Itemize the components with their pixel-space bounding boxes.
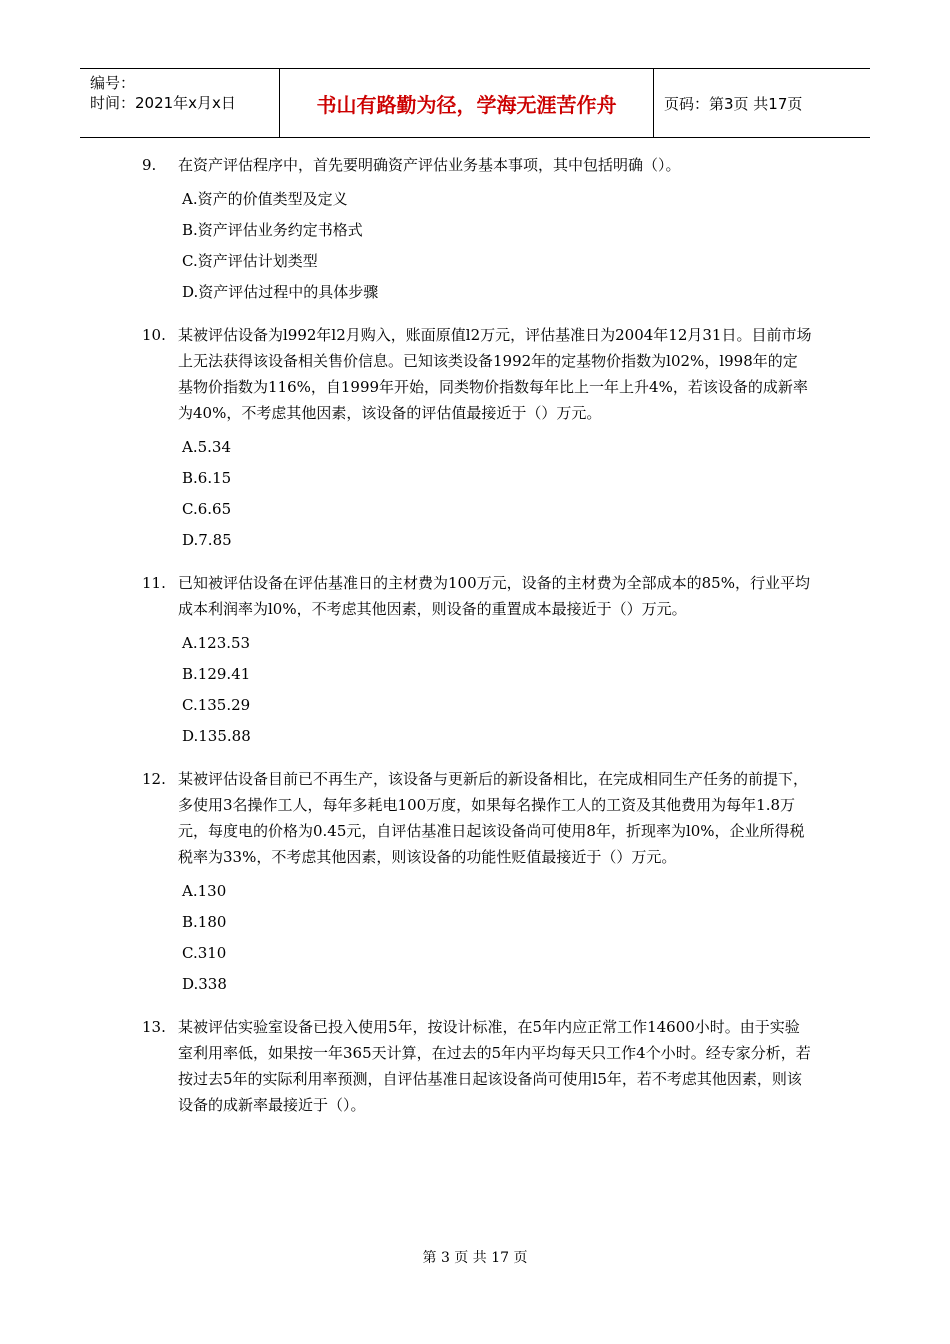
page-header bbox=[80, 68, 870, 138]
number-label: 编号： bbox=[90, 74, 136, 92]
option-c: C.资产评估计划类型 bbox=[182, 252, 318, 270]
option-a: A.5.34 bbox=[182, 438, 231, 456]
question-text: 某被评估设备为l992年l2月购入，账面原值l2万元，评估基准日为2004年12月31日。目前市场上无法获得该设备相关售价信息。已知该类设备1992年的定基物价指数为l02%，l998年的定基物价指数为116%，自1999年开始，同类物价指数每年比上一年上升4%，若该设备的成新率为40%，不考虑其他因素，该设备的评估值最接近于（）万元。 bbox=[178, 326, 812, 422]
question-11 bbox=[142, 570, 812, 752]
question-9 bbox=[142, 152, 812, 308]
question-text: 已知被评估设备在评估基准日的主材费为100万元，设备的主材费为全部成本的85%，行业平均成本利润率为l0%，不考虑其他因素，则设备的重置成本最接近于（）万元。 bbox=[178, 574, 810, 618]
question-number: 11. bbox=[142, 574, 166, 592]
option-b: B.129.41 bbox=[182, 665, 251, 683]
question-number: 12. bbox=[142, 770, 166, 788]
question-text: 某被评估设备目前已不再生产，该设备与更新后的新设备相比，在完成相同生产任务的前提下，多使用3名操作工人，每年多耗电100万度，如果每名操作工人的工资及其他费用为每年1.8万元，每度电的价格为0.45元，自评估基准日起该设备尚可使用8年，折现率为l0%，企业所得税税率为33%，不考虑其他因素，则该设备的功能性贬值最接近于（）万元。 bbox=[178, 770, 809, 866]
option-c: C.135.29 bbox=[182, 696, 251, 714]
option-b: B.180 bbox=[182, 913, 227, 931]
option-d: D.135.88 bbox=[182, 727, 251, 745]
option-b: B.6.15 bbox=[182, 469, 232, 487]
header-meta bbox=[80, 69, 280, 137]
header-page-info: 页码：第3页 共17页 bbox=[664, 94, 803, 113]
question-10 bbox=[142, 322, 812, 556]
question-13 bbox=[142, 1014, 812, 1118]
question-number: 9. bbox=[142, 156, 157, 174]
question-list bbox=[142, 152, 812, 1132]
question-12 bbox=[142, 766, 812, 1000]
option-a: A.123.53 bbox=[182, 634, 251, 652]
option-d: D.338 bbox=[182, 975, 227, 993]
page-footer: 第 3 页 共 17 页 bbox=[422, 1250, 528, 1266]
option-c: C.6.65 bbox=[182, 500, 232, 518]
option-a: A.130 bbox=[182, 882, 227, 900]
option-d: D.7.85 bbox=[182, 531, 232, 549]
option-d: D.资产评估过程中的具体步骤 bbox=[182, 283, 379, 301]
question-number: 10. bbox=[142, 326, 166, 344]
question-text: 某被评估实验室设备已投入使用5年，按设计标准，在5年内应正常工作14600小时。由于实验室利用率低，如果按一年365天计算，在过去的5年内平均每天只工作4个小时。经专家分析，若按过去5年的实际利用率预测，自评估基准日起该设备尚可使用l5年，若不考虑其他因素，则该设备的成新率最接近于（）。 bbox=[178, 1018, 811, 1114]
option-c: C.310 bbox=[182, 944, 227, 962]
option-a: A.资产的价值类型及定义 bbox=[182, 190, 348, 208]
header-motto: 书山有路勤为径，学海无涯苦作舟 bbox=[280, 69, 654, 137]
question-number: 13. bbox=[142, 1018, 166, 1036]
question-text: 在资产评估程序中，首先要明确资产评估业务基本事项，其中包括明确（）。 bbox=[178, 156, 681, 174]
time-label: 时间：2021年x月x日 bbox=[90, 94, 236, 112]
option-b: B.资产评估业务约定书格式 bbox=[182, 221, 363, 239]
